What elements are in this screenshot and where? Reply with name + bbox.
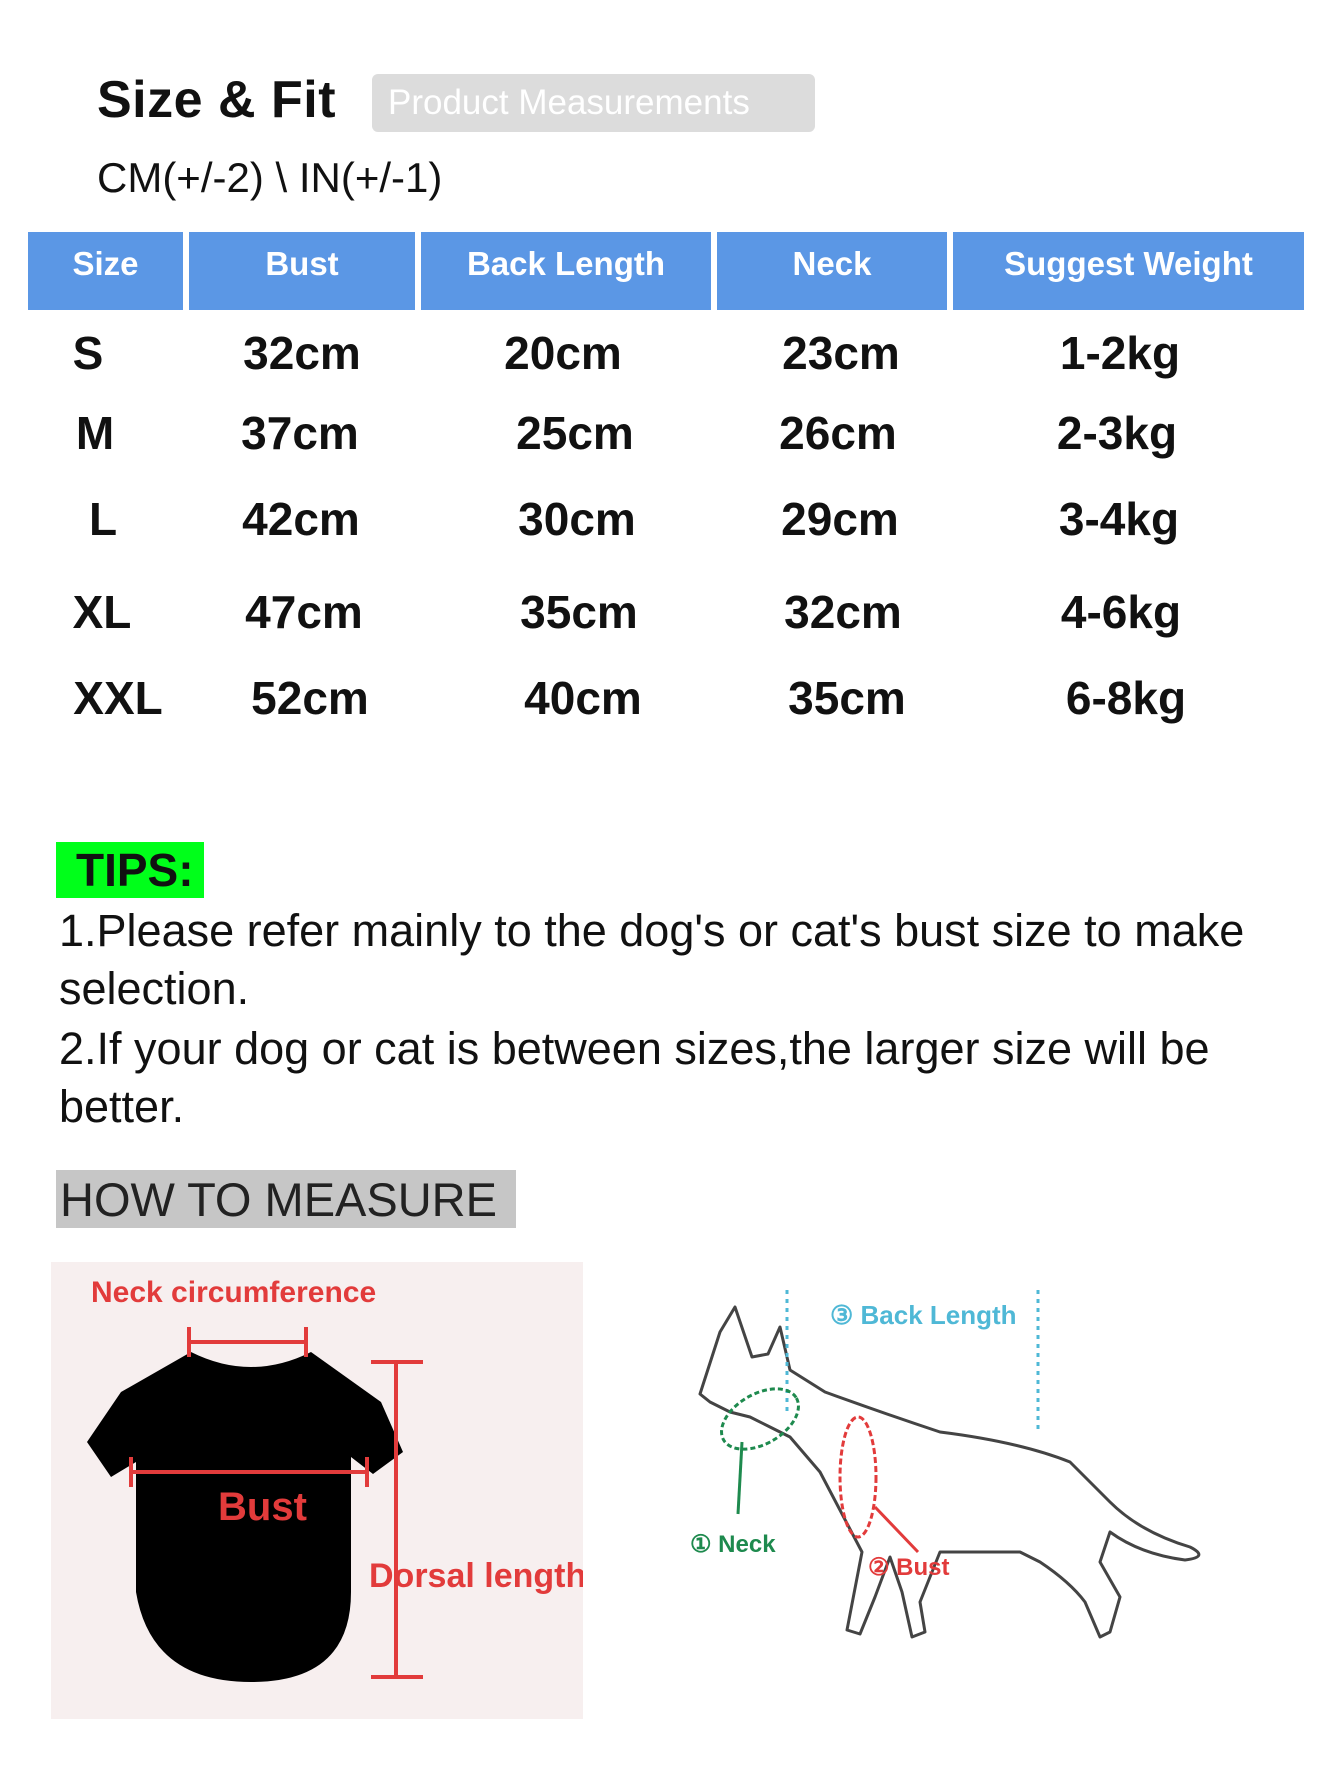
bust-cell: 52cm <box>251 672 369 724</box>
product-measurements-badge: Product Measurements <box>372 74 815 132</box>
bust-cell: 32cm <box>243 327 361 379</box>
column-header-neck: Neck <box>717 232 947 310</box>
back-length-cell: 20cm <box>504 327 622 379</box>
size-cell: M <box>75 407 115 459</box>
back-length-label: ③ Back Length <box>830 1300 1017 1330</box>
tip-item: 2.If your dog or cat is between sizes,the larger size will be better. <box>59 1023 1210 1132</box>
neck-cell: 23cm <box>782 327 900 379</box>
table-row <box>0 326 1340 386</box>
table-row <box>0 492 1340 552</box>
column-header-size: Size <box>28 232 183 310</box>
size-table-header <box>28 232 1304 310</box>
table-row <box>0 585 1340 645</box>
column-header-bust: Bust <box>189 232 415 310</box>
back-length-cell: 35cm <box>520 586 638 638</box>
dorsal-length-label: Dorsal length <box>369 1557 583 1595</box>
weight-cell: 3-4kg <box>1058 493 1180 545</box>
bust-cell: 42cm <box>242 493 360 545</box>
weight-cell: 2-3kg <box>1056 407 1178 459</box>
neck-label: ① Neck <box>690 1531 776 1558</box>
size-cell: XXL <box>73 672 163 724</box>
bust-cell: 37cm <box>241 407 359 459</box>
table-row <box>0 406 1340 466</box>
neck-circumference-label: Neck circumference <box>91 1276 377 1309</box>
neck-cell: 32cm <box>784 586 902 638</box>
bust-pointer-line <box>875 1507 918 1552</box>
tip-item: 1.Please refer mainly to the dog's or cat's bust size to make selection. <box>59 905 1245 1014</box>
weight-cell: 1-2kg <box>1059 327 1181 379</box>
bust-cell: 47cm <box>245 586 363 638</box>
size-cell: S <box>72 327 104 379</box>
tips-label: TIPS: <box>56 842 204 898</box>
column-header-suggest-weight: Suggest Weight <box>953 232 1304 310</box>
neck-cell: 35cm <box>788 672 906 724</box>
back-length-cell: 30cm <box>518 493 636 545</box>
neck-pointer-line <box>738 1442 742 1514</box>
neck-ring <box>711 1376 809 1461</box>
shirt-measure-diagram <box>51 1262 583 1719</box>
shirt-diagram-svg <box>51 1262 583 1719</box>
bust-label: Bust <box>218 1485 307 1529</box>
units-note: CM(+/-2) \ IN(+/-1) <box>97 154 443 201</box>
column-header-back-length: Back Length <box>421 232 711 310</box>
table-row <box>0 671 1340 731</box>
back-length-cell: 25cm <box>516 407 634 459</box>
weight-cell: 4-6kg <box>1060 586 1182 638</box>
page-title: Size & Fit <box>97 71 337 129</box>
dog-measure-diagram <box>640 1262 1320 1662</box>
size-cell: XL <box>72 586 132 638</box>
bust-label: ② Bust <box>868 1554 950 1581</box>
size-cell: L <box>88 493 118 545</box>
back-length-cell: 40cm <box>524 672 642 724</box>
neck-cell: 29cm <box>781 493 899 545</box>
how-to-measure-heading: HOW TO MEASURE <box>56 1170 516 1228</box>
dog-diagram-svg <box>640 1262 1320 1662</box>
neck-cell: 26cm <box>779 407 897 459</box>
dog-outline <box>700 1307 1199 1637</box>
weight-cell: 6-8kg <box>1065 672 1187 724</box>
